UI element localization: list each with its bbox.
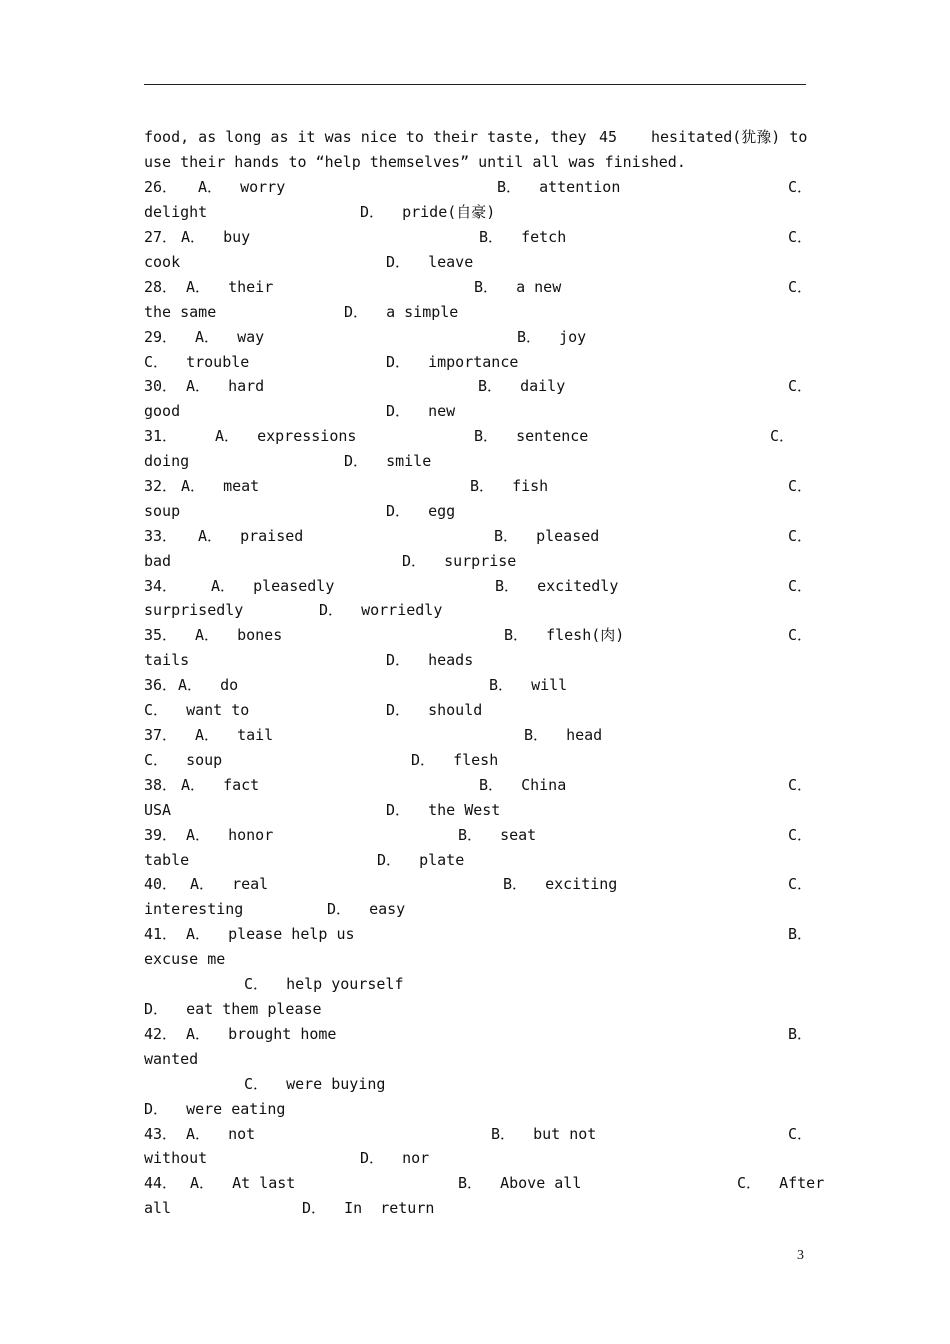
passage-blank-45: 45 xyxy=(599,128,618,146)
option-b: B． head xyxy=(524,726,603,744)
page-number: 3 xyxy=(797,1248,804,1263)
option-a: A． their xyxy=(186,278,274,296)
option-b: B． excitedly xyxy=(495,577,619,595)
question-number: 36． xyxy=(144,676,178,694)
option-b: B． fish xyxy=(470,477,549,495)
question-number: 30． xyxy=(144,377,178,395)
option-b: B． xyxy=(788,1025,813,1043)
option-c-text: delight xyxy=(144,203,208,221)
option-c: C． xyxy=(788,626,813,644)
option-d: D． new xyxy=(386,402,456,420)
option-c: C． xyxy=(788,278,813,296)
question-number: 33． xyxy=(144,527,178,545)
question-number: 26． xyxy=(144,178,178,196)
option-b-text: wanted xyxy=(144,1050,199,1068)
question-number: 43． xyxy=(144,1125,178,1143)
option-c: C． xyxy=(788,477,813,495)
option-c: C． xyxy=(788,875,813,893)
option-b: B． seat xyxy=(458,826,537,844)
option-c-text: soup xyxy=(144,502,181,520)
option-d: D． eat them please xyxy=(144,1000,322,1018)
option-c: C． xyxy=(788,527,813,545)
option-d: D． leave xyxy=(386,253,474,271)
option-a: A． brought home xyxy=(186,1025,337,1043)
option-c: C． xyxy=(788,577,813,595)
option-c-text: all xyxy=(144,1199,172,1217)
question-number: 35． xyxy=(144,626,178,644)
passage-line-1c: hesitated(犹豫) to xyxy=(651,128,808,146)
option-a: A． worry xyxy=(198,178,286,196)
option-b: B． flesh(肉) xyxy=(504,626,625,644)
option-c: C． trouble xyxy=(144,353,250,371)
option-d: D． were eating xyxy=(144,1100,286,1118)
question-number: 27． xyxy=(144,228,178,246)
option-b: B． fetch xyxy=(479,228,567,246)
option-a: A． meat xyxy=(181,477,260,495)
passage-line-1a: food, as long as it was nice to their taste, they xyxy=(144,128,587,146)
option-a: A． bones xyxy=(195,626,283,644)
option-a: A． honor xyxy=(186,826,274,844)
option-c: C． were buying xyxy=(244,1075,386,1093)
option-c: C． xyxy=(788,178,813,196)
option-b: B． will xyxy=(489,676,568,694)
option-a: A． real xyxy=(190,875,269,893)
option-c-text: USA xyxy=(144,801,172,819)
question-number: 42． xyxy=(144,1025,178,1043)
option-b: B． pleased xyxy=(494,527,600,545)
option-c: C． xyxy=(770,427,795,445)
question-number: 40． xyxy=(144,875,178,893)
question-number: 32． xyxy=(144,477,178,495)
option-a: A． praised xyxy=(198,527,304,545)
option-d: D． a simple xyxy=(344,303,459,321)
option-a: A． pleasedly xyxy=(211,577,335,595)
option-b: B． joy xyxy=(517,328,587,346)
option-b: B． daily xyxy=(478,377,566,395)
option-c: C． soup xyxy=(144,751,223,769)
option-c-text: good xyxy=(144,402,181,420)
option-c: C． xyxy=(788,826,813,844)
option-c-text: interesting xyxy=(144,900,244,918)
question-number: 39． xyxy=(144,826,178,844)
option-d: D． In return xyxy=(302,1199,435,1217)
option-b-text: excuse me xyxy=(144,950,226,968)
option-c-text: bad xyxy=(144,552,172,570)
option-a: A． way xyxy=(195,328,265,346)
option-c: C． want to xyxy=(144,701,250,719)
question-number: 44． xyxy=(144,1174,178,1192)
option-c-text: surprisedly xyxy=(144,601,244,619)
option-c-text: the same xyxy=(144,303,217,321)
option-c-text: tails xyxy=(144,651,190,669)
option-b: B． exciting xyxy=(503,875,618,893)
option-c: C． xyxy=(788,1125,813,1143)
question-number: 31． xyxy=(144,427,178,445)
option-c: C． help yourself xyxy=(244,975,404,993)
option-c: C． After xyxy=(737,1174,825,1192)
question-number: 28． xyxy=(144,278,178,296)
option-d: D． easy xyxy=(327,900,406,918)
question-number: 41． xyxy=(144,925,178,943)
option-b: B． China xyxy=(479,776,567,794)
option-d: D． egg xyxy=(386,502,456,520)
option-c: C． xyxy=(788,228,813,246)
option-c: C． xyxy=(788,377,813,395)
option-d: D． worriedly xyxy=(319,601,443,619)
option-d: D． flesh xyxy=(411,751,499,769)
question-number: 37． xyxy=(144,726,178,744)
option-a: A． expressions xyxy=(215,427,357,445)
passage-line-2: use their hands to “help themselves” until all was finished. xyxy=(144,153,686,171)
option-d: D． pride(自豪) xyxy=(360,203,496,221)
option-d: D． should xyxy=(386,701,483,719)
option-a: A． At last xyxy=(190,1174,296,1192)
question-number: 34． xyxy=(144,577,178,595)
option-c-text: without xyxy=(144,1149,208,1167)
option-a: A． buy xyxy=(181,228,251,246)
option-b: B． but not xyxy=(491,1125,597,1143)
option-c-text: table xyxy=(144,851,190,869)
option-d: D． heads xyxy=(386,651,474,669)
option-c-text: cook xyxy=(144,253,181,271)
option-b: B． sentence xyxy=(474,427,589,445)
option-b: B． Above all xyxy=(458,1174,582,1192)
question-number: 29． xyxy=(144,328,178,346)
option-a: A． hard xyxy=(186,377,265,395)
option-a: A． tail xyxy=(195,726,274,744)
option-b: B． attention xyxy=(497,178,621,196)
option-d: D． plate xyxy=(377,851,465,869)
option-d: D． the West xyxy=(386,801,501,819)
option-c: C． xyxy=(788,776,813,794)
header-rule xyxy=(144,84,806,85)
option-a: A． please help us xyxy=(186,925,355,943)
question-number: 38． xyxy=(144,776,178,794)
option-d: D． surprise xyxy=(402,552,517,570)
option-d: D． nor xyxy=(360,1149,430,1167)
option-b: B． xyxy=(788,925,813,943)
option-b: B． a new xyxy=(474,278,562,296)
option-a: A． do xyxy=(178,676,239,694)
option-d: D． smile xyxy=(344,452,432,470)
option-a: A． not xyxy=(186,1125,256,1143)
option-a: A． fact xyxy=(181,776,260,794)
option-d: D． importance xyxy=(386,353,519,371)
option-c-text: doing xyxy=(144,452,190,470)
